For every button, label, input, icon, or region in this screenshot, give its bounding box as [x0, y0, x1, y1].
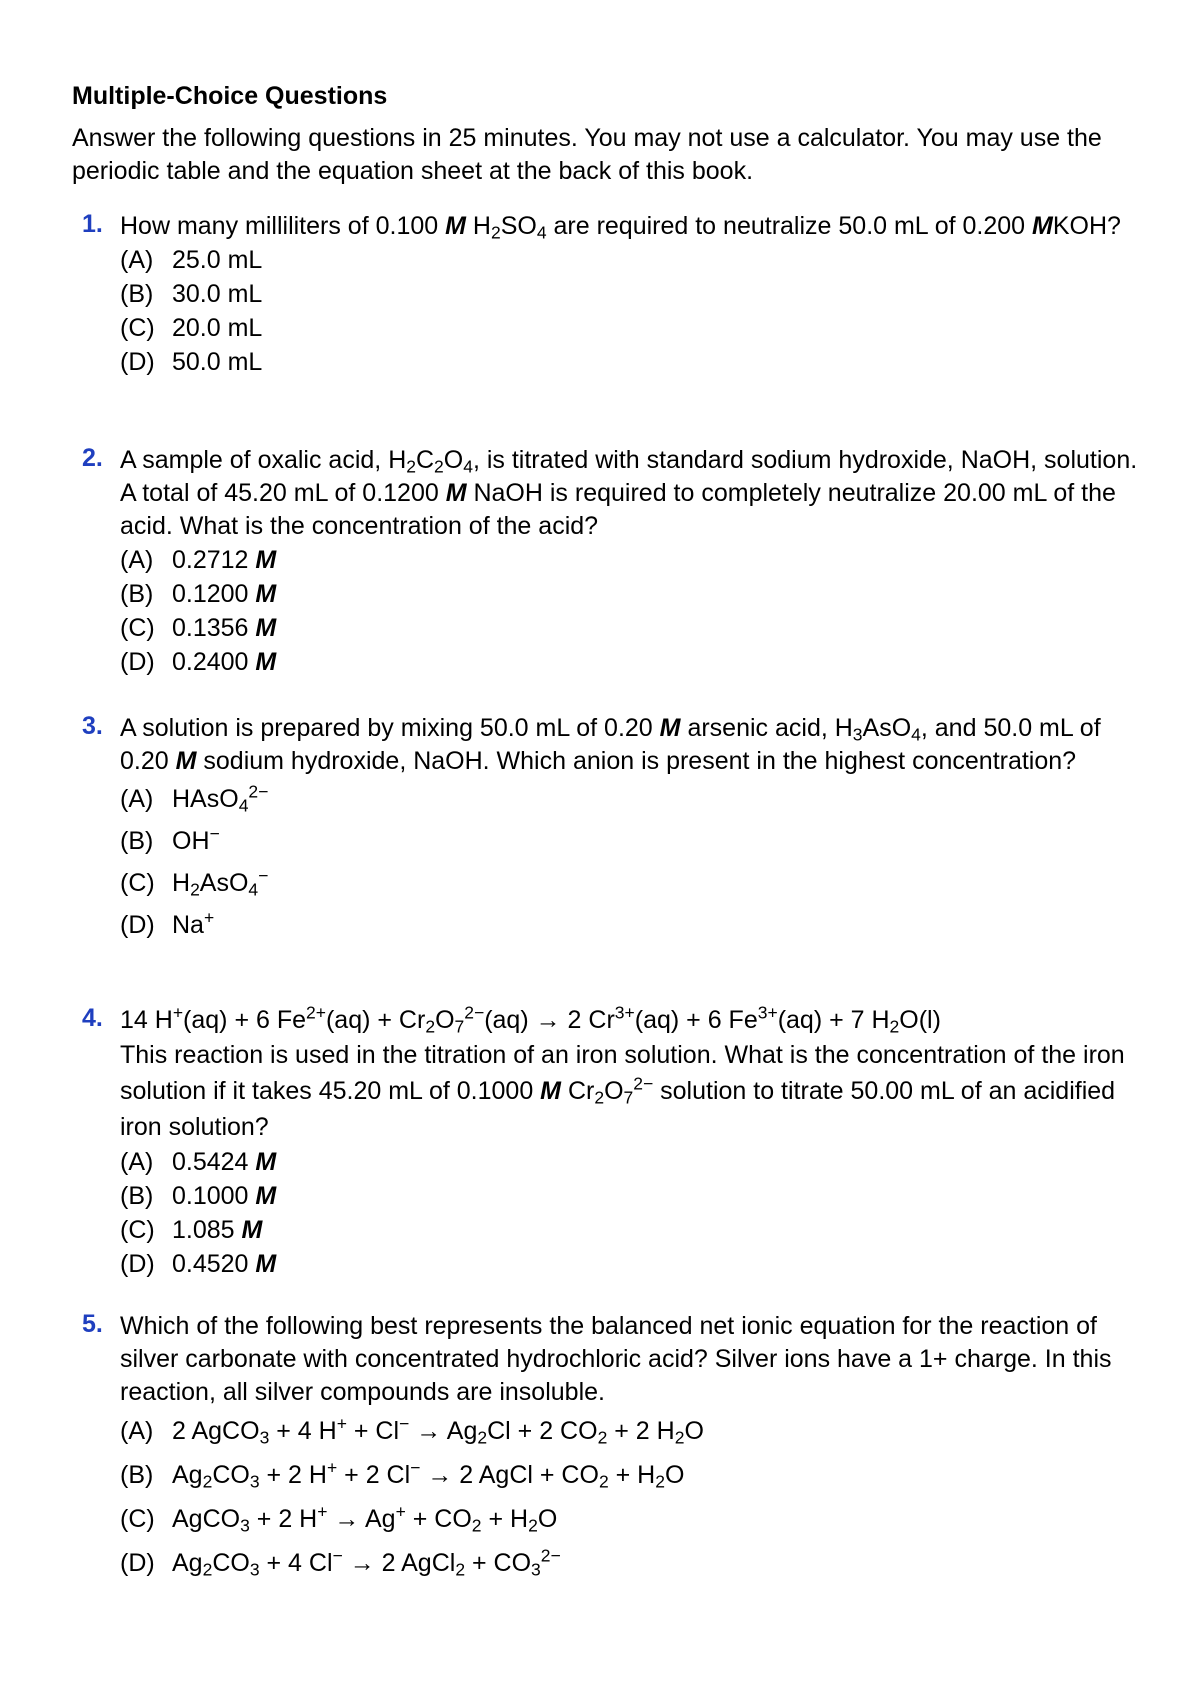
option-text: 0.2400 M	[172, 648, 277, 676]
option-letter: (C)	[120, 614, 155, 642]
option-letter: (B)	[120, 1182, 154, 1210]
option-text: 0.1356 M	[172, 614, 277, 642]
question-number: 2.	[82, 444, 103, 472]
option-a[interactable]	[120, 243, 1142, 277]
option-letter: (D)	[120, 1250, 155, 1278]
question-number: 1.	[82, 210, 103, 238]
option-text: 0.1000 M	[172, 1182, 277, 1210]
option-letter: (A)	[120, 785, 154, 813]
option-text: 1.085 M	[172, 1216, 263, 1244]
question-number: 5.	[82, 1310, 103, 1338]
option-letter: (D)	[120, 911, 155, 939]
question-1	[82, 210, 1142, 379]
question-stem: A sample of oxalic acid, $H_2C_2O_4$, is titrated with standard sodium hydroxide, NaOH, solution. A total of 45.20 mL of 0.1200 M NaOH is required to completely neutralize 20.00 mL of the acid. What is the concentration of the acid?	[120, 446, 1138, 540]
option-a[interactable]	[120, 778, 1142, 820]
question-number: 4.	[82, 1004, 103, 1032]
option-letter: (A)	[120, 1417, 154, 1445]
option-text: OH−	[172, 823, 220, 855]
option-c[interactable]	[120, 311, 1142, 345]
option-text: 2 AgCO$_3$ + 4 $H^+ + Cl^- \to Ag_2Cl + 2$ $CO_2 + 2$ $H_2O$	[172, 1413, 704, 1448]
option-text: Na+	[172, 907, 215, 939]
option-letter: (B)	[120, 280, 154, 308]
question-5	[82, 1310, 1142, 1585]
option-b[interactable]	[120, 820, 1142, 862]
option-list	[120, 243, 1142, 379]
option-text: 0.1200 M	[172, 580, 277, 608]
question-2	[82, 444, 1142, 679]
reaction-equation: 14 H+(aq) + 6 $Fe^{2+}(aq) + Cr_2O_7^{2-}(aq) \to 2$ $Cr^{3+}(aq) + 6$ $Fe^{3+}(aq) + 7$ $H_2O(l)$	[120, 1002, 941, 1037]
option-list	[120, 1409, 1142, 1585]
question-stem: A solution is prepared by mixing 50.0 mL of 0.20 M arsenic acid, $H_3AsO_4$, and 50.0 mL of 0.20 M sodium hydroxide, NaOH. Which anion is present in the highest concentration?	[120, 714, 1101, 775]
question-3	[82, 712, 1142, 946]
option-letter: (A)	[120, 1148, 154, 1176]
option-letter: (A)	[120, 246, 154, 274]
option-list	[120, 1145, 1142, 1281]
question-stem: How many milliliters of 0.100 M $H_2SO_4$ are required to neutralize 50.0 mL of 0.200 MKOH?	[120, 212, 1121, 243]
option-d[interactable]	[120, 645, 1142, 679]
option-text: $Ag_2CO_3 + 4$ Cl− → 2 AgCl$_2$ + $CO_3^{2-}$	[172, 1545, 561, 1580]
section-heading: Multiple-Choice Questions	[72, 82, 388, 110]
option-c[interactable]	[120, 611, 1142, 645]
option-b[interactable]	[120, 577, 1142, 611]
option-b[interactable]	[120, 1453, 1142, 1497]
option-text: HAsO$_4^{2-}$	[172, 781, 269, 816]
option-d[interactable]	[120, 1247, 1142, 1281]
option-text: 0.5424 M	[172, 1148, 277, 1176]
option-d[interactable]	[120, 1541, 1142, 1585]
option-text: 20.0 mL	[172, 314, 263, 342]
question-number: 3.	[82, 712, 103, 740]
option-letter: (C)	[120, 1216, 155, 1244]
option-d[interactable]	[120, 345, 1142, 379]
question-stem: This reaction is used in the titration of an iron solution. What is the concentration of the iron solution if it takes 45.20 mL of 0.1000 M $Cr_2O_7^{2-}$ solution to titrate 50.00 mL of an acidified iron solution?	[120, 1041, 1125, 1141]
option-text: AgCO$_3$ + 2 $H^+ \to Ag^+ + CO_2 + H_2O$	[172, 1501, 558, 1536]
option-b[interactable]	[120, 277, 1142, 311]
option-c[interactable]	[120, 862, 1142, 904]
option-letter: (C)	[120, 1505, 155, 1533]
option-list	[120, 778, 1142, 946]
option-b[interactable]	[120, 1179, 1142, 1213]
option-text: 25.0 mL	[172, 246, 263, 274]
option-letter: (B)	[120, 827, 154, 855]
option-letter: (A)	[120, 546, 154, 574]
option-a[interactable]	[120, 1409, 1142, 1453]
option-letter: (C)	[120, 314, 155, 342]
option-a[interactable]	[120, 1145, 1142, 1179]
option-letter: (D)	[120, 348, 155, 376]
option-letter: (B)	[120, 580, 154, 608]
option-text: 50.0 mL	[172, 348, 263, 376]
option-text: 30.0 mL	[172, 280, 263, 308]
question-4	[82, 1004, 1142, 1281]
option-text: 0.2712 M	[172, 546, 277, 574]
option-c[interactable]	[120, 1497, 1142, 1541]
option-d[interactable]	[120, 904, 1142, 946]
option-letter: (D)	[120, 648, 155, 676]
option-letter: (B)	[120, 1461, 154, 1489]
option-text: $H_2AsO_4^-$	[172, 865, 269, 900]
option-c[interactable]	[120, 1213, 1142, 1247]
instructions: Answer the following questions in 25 minutes. You may not use a calculator. You may use the periodic table and the equation sheet at the back of this book.	[72, 124, 1102, 185]
option-a[interactable]	[120, 543, 1142, 577]
option-text: $Ag_2CO_3 + 2$ H+ + 2 Cl− → 2 AgCl + $CO_2 + H_2O$	[172, 1457, 685, 1492]
option-list	[120, 543, 1142, 679]
option-letter: (D)	[120, 1549, 155, 1577]
option-text: 0.4520 M	[172, 1250, 277, 1278]
option-letter: (C)	[120, 869, 155, 897]
question-stem: Which of the following best represents the balanced net ionic equation for the reaction of silver carbonate with concentrated hydrochloric acid? Silver ions have a 1+ charge. In this reaction, all silver compounds are insoluble.	[120, 1312, 1112, 1406]
